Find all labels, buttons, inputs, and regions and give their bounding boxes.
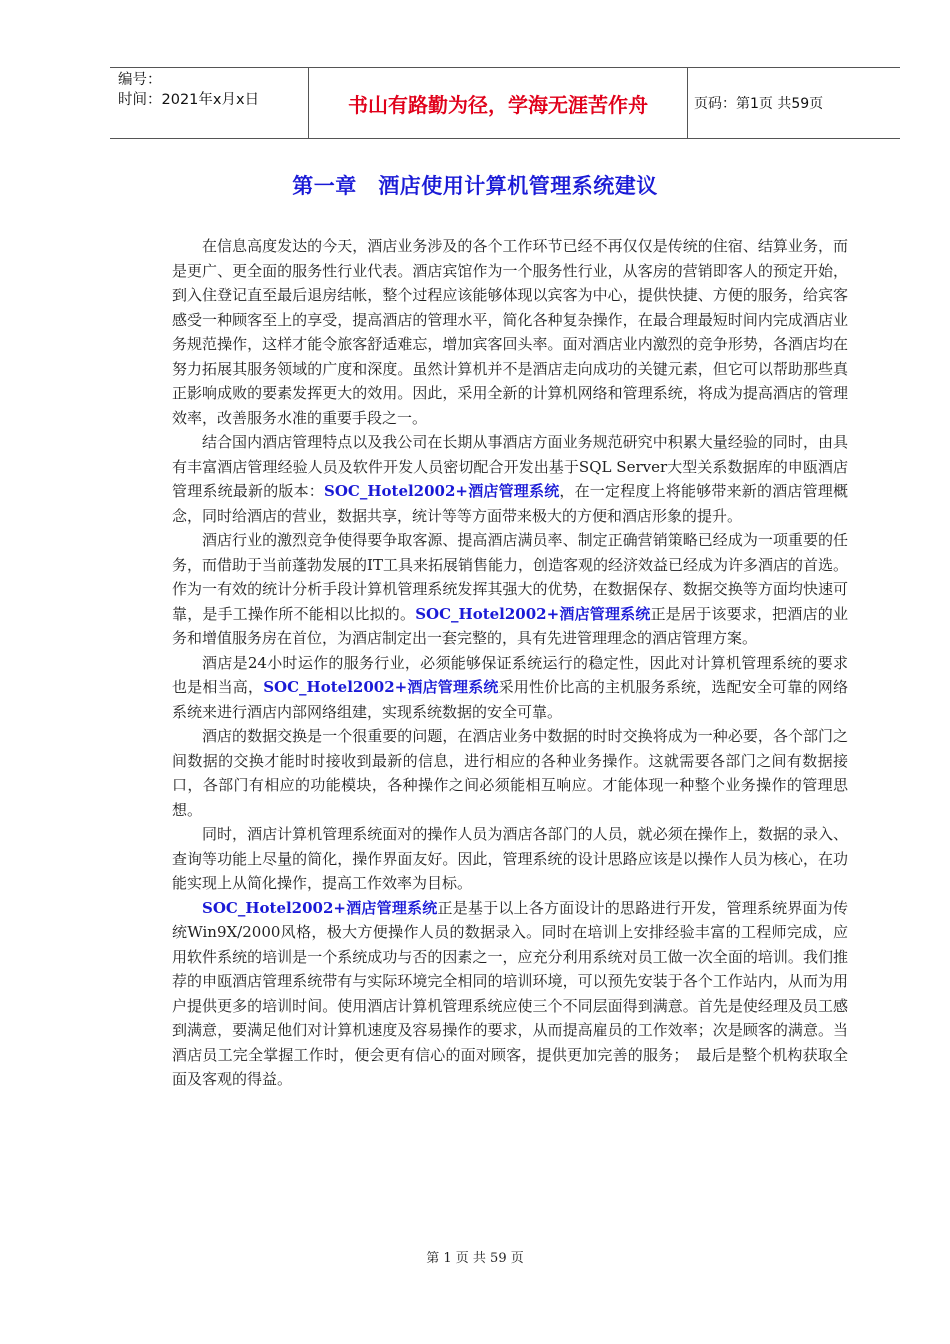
- paragraph-2: 结合国内酒店管理特点以及我公司在长期从事酒店方面业务规范研究中积累大量经验的同时，由具有丰富酒店管理经验人员及软件开发人员密切配合开发出基于SQL Server大型关系数据库的申瓯酒店管理系统最新的版本：SOC_Hotel2002+酒店管理系统，在一定程度上将能够带来新的酒店管理概念，同时给酒店的营业，数据共享，统计等等方面带来极大的方便和酒店形象的提升。: [172, 433, 848, 525]
- header-meta: [110, 68, 308, 138]
- paragraph-6: 同时，酒店计算机管理系统面对的操作人员为酒店各部门的人员，就必须在操作上，数据的录入、查询等功能上尽量的简化，操作界面友好。因此，管理系统的设计思路应该是以操作人员为核心，在功能实现上从简化操作，提高工作效率为目标。: [172, 825, 848, 892]
- paragraph-7: SOC_Hotel2002+酒店管理系统正是基于以上各方面设计的思路进行开发，管理系统界面为传统Win9X/2000风格，极大方便操作人员的数据录入。同时在培训上安排经验丰富的工程师完成，应用软件系统的培训是一个系统成功与否的因素之一，应充分利用系统对员工做一次全面的培训。我们推荐的申瓯酒店管理系统带有与实际环境完全相同的培训环境，可以预先安装于各个工作站内，从而为用户提供更多的培训时间。使用酒店计算机管理系统应使三个不同层面得到满意。首先是使经理及员工感到满意，要满足他们对计算机速度及容易操作的要求，从而提高雇员的工作效率；次是顾客的满意。当酒店员工完全掌握工作时，便会更有信心的面对顾客，提供更加完善的服务； 最后是整个机构获取全面及客观的得益。: [172, 898, 848, 1088]
- paragraph-1: 在信息高度发达的今天，酒店业务涉及的各个工作环节已经不再仅仅是传统的住宿、结算业务，而是更广、更全面的服务性行业代表。酒店宾馆作为一个服务性行业，从客房的营销即客人的预定开始，到入住登记直至最后退房结帐，整个过程应该能够体现以宾客为中心，提供快捷、方便的服务，给宾客感受一种顾客至上的享受，提高酒店的管理水平，简化各种复杂操作，在最合理最短时间内完成酒店业务规范操作，这样才能令旅客舒适难忘，增加宾客回头率。面对酒店业内激烈的竞争形势，各酒店均在努力拓展其服务领域的广度和深度。虽然计算机并不是酒店走向成功的关键元素，但它可以帮助那些真正影响成败的要素发挥更大的效用。因此，采用全新的计算机网络和管理系统，将成为提高酒店的管理效率，改善服务水准的重要手段之一。: [172, 237, 848, 427]
- product-name: SOC_Hotel2002+酒店管理系统: [324, 482, 560, 500]
- doc-time-label: 时间：2021年x月x日: [118, 92, 260, 108]
- paragraph-5: 酒店的数据交换是一个很重要的问题，在酒店业务中数据的时时交换将成为一种必要，各个部门之间数据的交换才能时时接收到最新的信息，进行相应的各种业务操作。这就需要各部门之间有数据接口，各部门有相应的功能模块，各种操作之间必须能相互响应。才能体现一种整个业务操作的管理思想。: [172, 727, 848, 819]
- header-page-info: 页码：第1页 共59页: [694, 96, 824, 112]
- product-name: SOC_Hotel2002+酒店管理系统: [415, 604, 651, 623]
- paragraph-4: 酒店是24小时运作的服务行业，必须能够保证系统运行的稳定性，因此对计算机管理系统的要求也是相当高，SOC_Hotel2002+酒店管理系统采用性价比高的主机服务系统，选配安全可靠的网络系统来进行酒店内部网络组建，实现系统数据的安全可靠。: [172, 653, 848, 721]
- header-motto: 书山有路勤为径，学海无涯苦作舟: [308, 68, 688, 138]
- page-header: [110, 67, 900, 139]
- product-name: SOC_Hotel2002+酒店管理系统: [263, 678, 499, 696]
- chapter-title: 第一章 酒店使用计算机管理系统建议: [292, 174, 658, 198]
- paragraph-3: 酒店行业的激烈竞争使得要争取客源、提高酒店满员率、制定正确营销策略已经成为一项重要的任务，而借助于当前蓬勃发展的IT工具来拓展销售能力，创造客观的经济效益已经成为许多酒店的首选。作为一有效的统计分析手段计算机管理系统发挥其强大的优势，在数据保存、数据交换等方面均快速可靠，是手工操作所不能相以比拟的。SOC_Hotel2002+酒店管理系统正是居于该要求，把酒店的业务和增值服务房在首位，为酒店制定出一套完整的，具有先进管理理念的酒店管理方案。: [172, 531, 848, 647]
- document-body: [172, 234, 848, 1092]
- product-name: SOC_Hotel2002+酒店管理系统: [202, 898, 438, 917]
- doc-number-label: 编号：: [118, 72, 162, 88]
- page-footer: 第 1 页 共 59 页: [426, 1251, 524, 1266]
